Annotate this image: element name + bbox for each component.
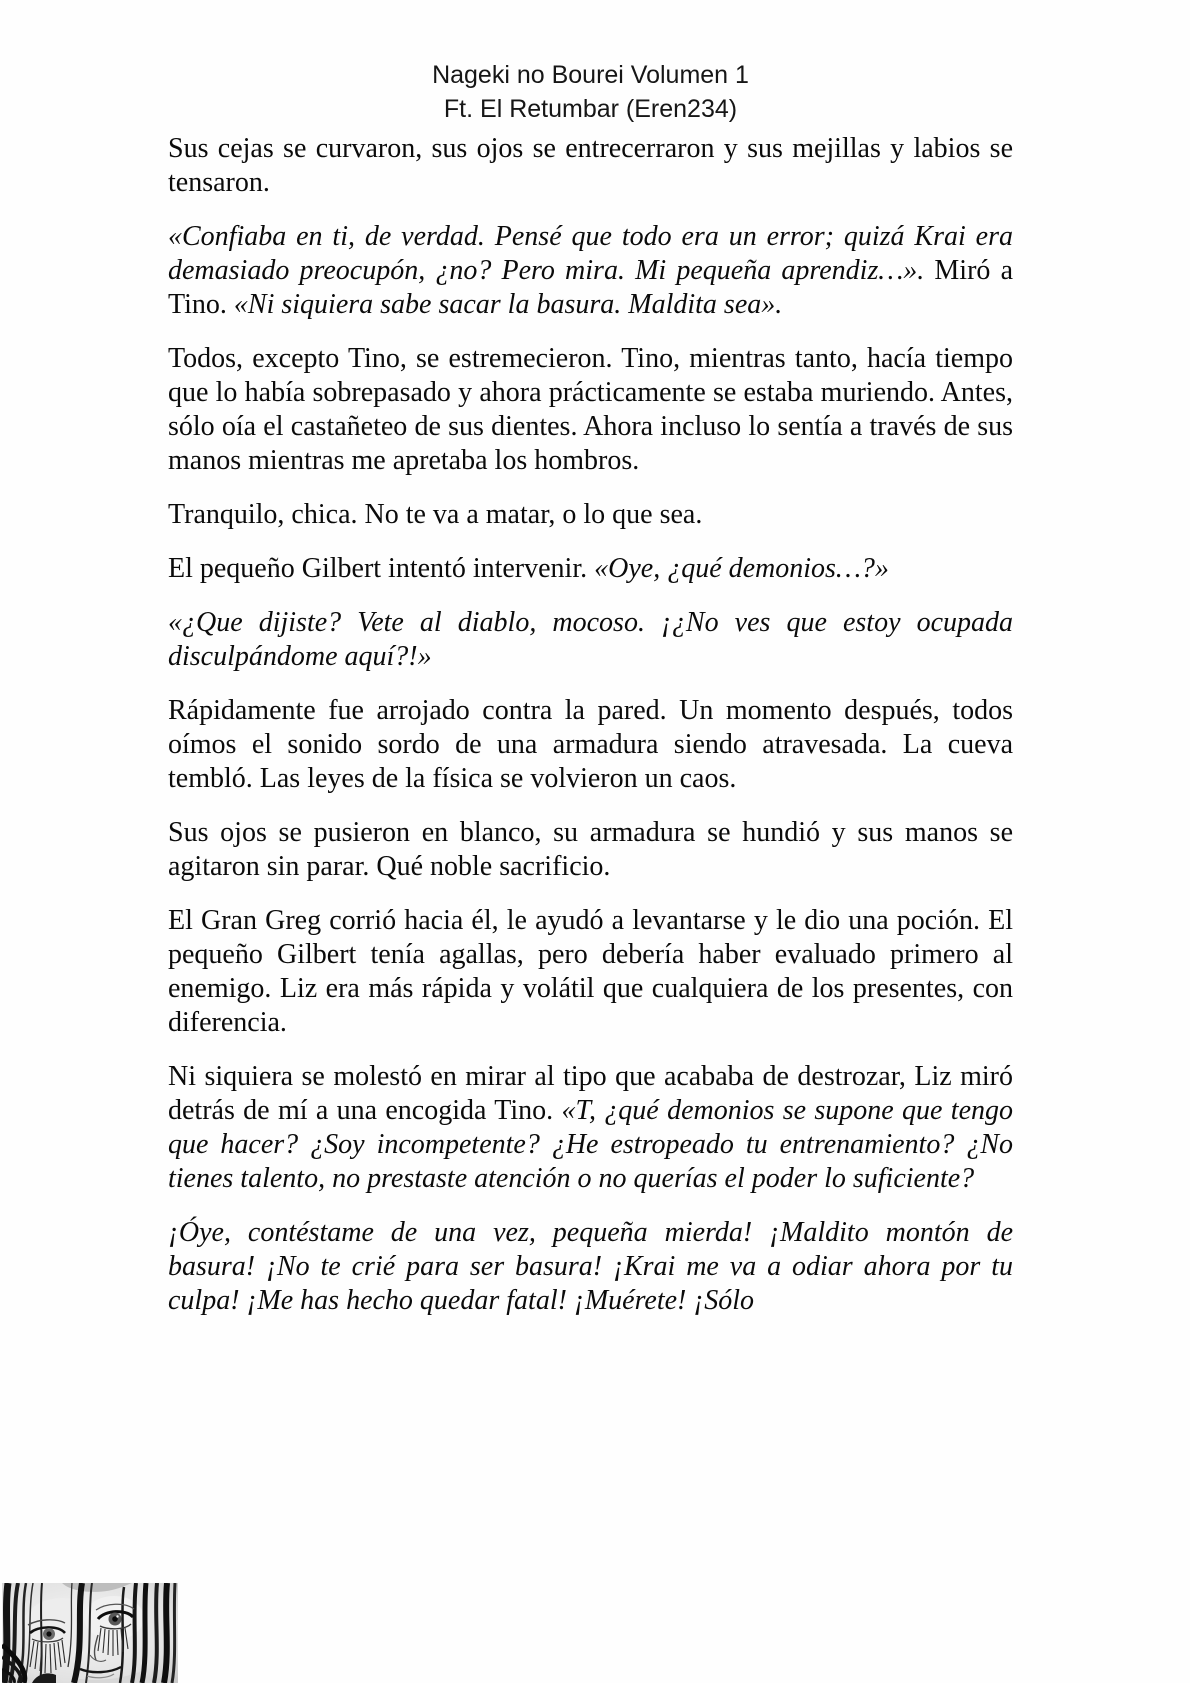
text-run: Todos, excepto Tino, se estremecieron. Tino, mientras tanto, hacía tiempo que lo había sobrepasado y ahora prácticamente se estaba muriendo. Antes, sólo oía el castañeteo de sus dientes. Ahora incluso lo sentía a través de sus manos mientras me apretaba los hombros.: [168, 343, 1013, 476]
paragraph: [168, 904, 1013, 1040]
text-run: «T, ¿qué demonios se supone que tengo que hacer? ¿Soy incompetente? ¿He estropeado tu entrenamiento? ¿No tienes talento, no prestaste atención o no querías el poder lo suficiente?: [168, 1095, 1014, 1194]
paragraph: [168, 132, 1013, 200]
text-run: Sus cejas se curvaron, sus ojos se entrecerraron y sus mejillas y labios se tensaron.: [168, 133, 1013, 198]
text-run: ¡Óye, contéstame de una vez, pequeña mierda! ¡Maldito montón de basura! ¡No te crié para ser basura! ¡Krai me va a odiar ahora por tu culpa! ¡Me has hecho quedar fatal! ¡Muérete! ¡Sólo: [168, 1217, 1013, 1316]
paragraph: [168, 606, 1013, 674]
document-title: Nageki no Bourei Volumen 1: [432, 61, 749, 89]
paragraph: [168, 220, 1013, 322]
text-run: «Oye, ¿qué demonios…?»: [594, 553, 889, 584]
text-run: Sus ojos se pusieron en blanco, su armadura se hundió y sus manos se agitaron sin parar. Qué noble sacrificio.: [168, 817, 1013, 882]
text-run: Ni siquiera se molestó en mirar al tipo que acababa de destrozar, Liz miró detrás de mí a una encogida Tino.: [168, 1061, 1013, 1126]
text-run: Miró a Tino.: [168, 255, 1013, 320]
text-run: El pequeño Gilbert intentó intervenir.: [168, 553, 595, 584]
paragraph: [168, 1216, 1013, 1318]
paragraph: [168, 342, 1013, 478]
text-run: «Ni siquiera sabe sacar la basura. Maldita sea».: [233, 289, 783, 320]
paragraph: [168, 1060, 1013, 1196]
paragraph: [168, 816, 1013, 884]
text-run: Rápidamente fue arrojado contra la pared. Un momento después, todos oímos el sonido sordo de una armadura siendo atravesada. La cueva tembló. Las leyes de la física se volvieron un caos.: [168, 695, 1013, 794]
text-run: «Confiaba en ti, de verdad. Pensé que todo era un error; quizá Krai era demasiado preocupón, ¿no? Pero mira. Mi pequeña aprendiz…».: [168, 221, 1013, 286]
paragraph: [168, 552, 1013, 586]
text-run: Tranquilo, chica. No te va a matar, o lo que sea.: [168, 499, 703, 530]
document-header: [168, 0, 1013, 126]
manga-face-illustration: [2, 1583, 178, 1683]
document-body: [168, 132, 1013, 1318]
document-subtitle: Ft. El Retumbar (Eren234): [443, 95, 738, 123]
paragraph: [168, 498, 1013, 532]
text-run: «¿Que dijiste? Vete al diablo, mocoso. ¡¿No ves que estoy ocupada disculpándome aquí?!»: [168, 607, 1013, 672]
paragraph: [168, 694, 1013, 796]
text-run: El Gran Greg corrió hacia él, le ayudó a levantarse y le dio una poción. El pequeño Gilbert tenía agallas, pero debería haber evaluado primero al enemigo. Liz era más rápida y volátil que cualquiera de los presentes, con diferencia.: [168, 905, 1013, 1038]
